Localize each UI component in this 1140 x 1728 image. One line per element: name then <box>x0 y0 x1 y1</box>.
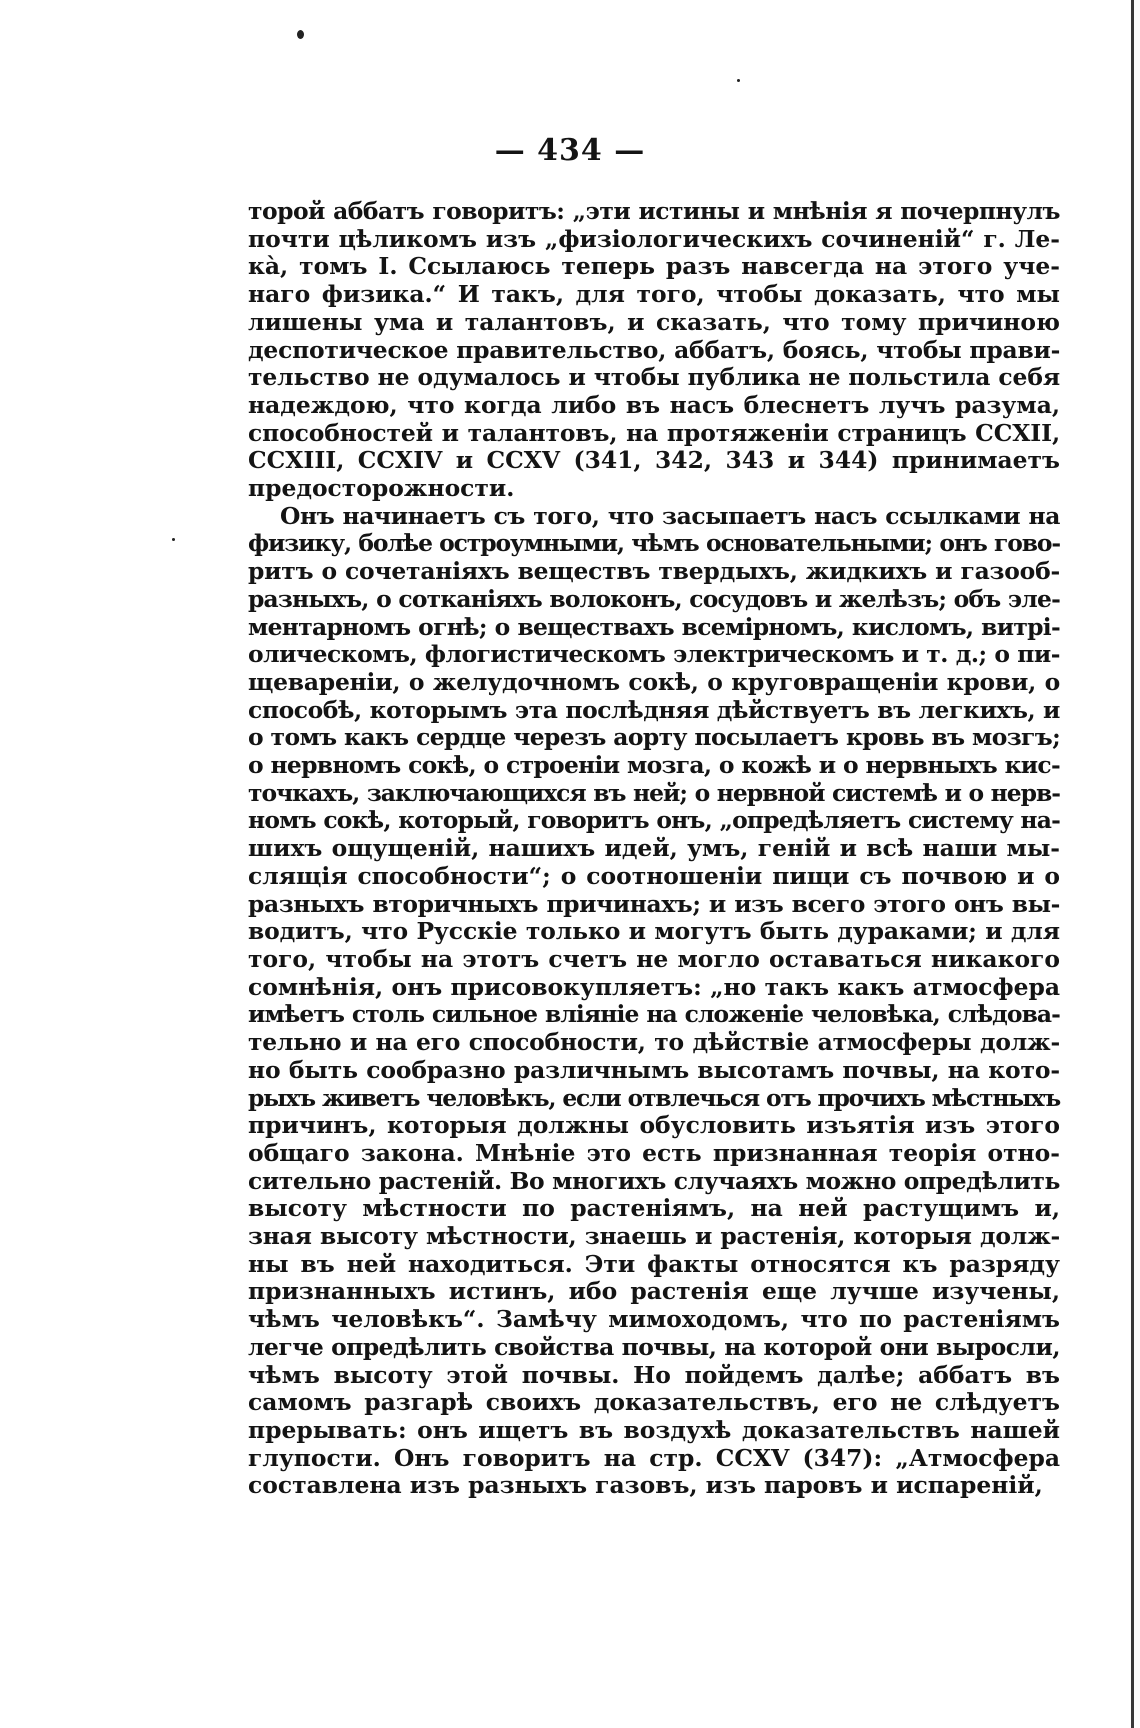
text-line: разныхъ вторичныхъ причинахъ; и изъ всего этого онъ вы- <box>248 889 1060 918</box>
text-line: глупости. Онъ говоритъ на стр. CCXV (347): „Атмосфера <box>248 1443 1060 1472</box>
text-line: физику, болѣе остроумными, чѣмъ основательными; онъ гово- <box>248 529 1060 558</box>
text-line: наго физика.“ И такъ, для того, чтобы доказать, что мы <box>248 280 1060 309</box>
ink-speck <box>737 79 740 82</box>
text-line: ны въ ней находиться. Эти факты относятся къ разряду <box>248 1249 1060 1278</box>
text-line: о нервномъ сокѣ, о строеніи мозга, о кожѣ и о нервныхъ кис- <box>248 751 1060 780</box>
text-line: олическомъ, флогистическомъ электрическомъ и т. д.; о пи- <box>248 640 1060 669</box>
text-line: почти цѣликомъ изъ „физіологическихъ сочиненій“ г. Ле- <box>248 224 1060 253</box>
body-text <box>248 198 1060 1500</box>
text-line: о томъ какъ сердце черезъ аорту посылаетъ кровь въ мозгъ; <box>248 723 1061 752</box>
text-line: деспотическое правительство, аббатъ, боясь, чтобы прави- <box>248 335 1061 364</box>
text-line: высоту мѣстности по растеніямъ, на ней растущимъ и, <box>248 1194 1060 1223</box>
text-line: легче опредѣлить свойства почвы, на которой они выросли, <box>248 1332 1060 1361</box>
text-line: ка̀, томъ I. Ссылаюсь теперь разъ навсегда на этого уче- <box>248 252 1060 281</box>
text-line: Онъ начинаетъ съ того, что засыпаетъ насъ ссылками на <box>280 501 1060 530</box>
text-line: того, чтобы на этотъ счетъ не могло оставаться никакого <box>248 944 1060 973</box>
text-line: надеждою, что когда либо въ насъ блеснетъ лучъ разума, <box>248 390 1060 419</box>
text-line: признанныхъ истинъ, ибо растенія еще лучше изучены, <box>248 1277 1060 1306</box>
text-line: ритъ о сочетаніяхъ веществъ твердыхъ, жидкихъ и газооб- <box>248 557 1060 586</box>
text-line: слящія способности“; о соотношеніи пищи съ почвою и о <box>248 861 1060 890</box>
text-line: ментарномъ огнѣ; о веществахъ всемірномъ, кисломъ, витрі- <box>248 612 1060 641</box>
text-line: чѣмъ высоту этой почвы. Но пойдемъ далѣе; аббатъ въ <box>248 1360 1060 1389</box>
text-line: имѣетъ столь сильное вліяніе на сложеніе человѣка, слѣдова- <box>248 1000 1060 1029</box>
text-line: чѣмъ человѣкъ“. Замѣчу мимоходомъ, что по растеніямъ <box>248 1305 1060 1334</box>
text-line: CCXIII, CCXIV и CCXV (341, 342, 343 и 344) принимаетъ <box>248 446 1060 475</box>
text-line: рыхъ живетъ человѣкъ, если отвлечься отъ прочихъ мѣстныхъ <box>248 1083 1060 1112</box>
text-line: тельство не одумалось и чтобы публика не польстила себя <box>248 363 1060 392</box>
text-line: номъ сокѣ, который, говоритъ онъ, „опредѣляетъ систему на- <box>248 806 1060 835</box>
text-line: водитъ, что Русскіе только и могутъ быть дураками; и для <box>248 917 1060 946</box>
text-line: причинъ, которыя должны обусловить изъятія изъ этого <box>248 1111 1060 1140</box>
ink-speck <box>297 30 304 39</box>
text-line: предосторожности. <box>248 474 515 503</box>
page-number: — 434 — <box>494 133 646 168</box>
text-line: щевареніи, о желудочномъ сокѣ, о круговращеніи крови, о <box>248 667 1060 696</box>
scan-edge-line <box>1131 0 1134 1728</box>
text-line: зная высоту мѣстности, знаешь и растенія, которыя долж- <box>248 1222 1060 1251</box>
text-line: сомнѣнія, онъ присовокупляетъ: „но такъ какъ атмосфера <box>248 972 1060 1001</box>
text-line: самомъ разгарѣ своихъ доказательствъ, его не слѣдуетъ <box>248 1388 1060 1417</box>
paragraph <box>248 198 1060 503</box>
text-line: способѣ, которымъ эта послѣдняя дѣйствуетъ въ легкихъ, и <box>248 695 1060 724</box>
text-line: шихъ ощущеній, нашихъ идей, умъ, геній и всѣ наши мы- <box>248 834 1060 863</box>
ink-speck <box>172 538 175 541</box>
text-line: торой аббатъ говоритъ: „эти истины и мнѣнія я почерпнулъ <box>248 197 1060 225</box>
paragraph <box>248 503 1060 1500</box>
text-line: точкахъ, заключающихся въ ней; о нервной системѣ и о нерв- <box>248 778 1060 807</box>
text-line: составлена изъ разныхъ газовъ, изъ паровъ и испареній, <box>248 1471 1043 1500</box>
text-line: сительно растеній. Во многихъ случаяхъ можно опредѣлить <box>248 1166 1060 1195</box>
text-line: тельно и на его способности, то дѣйствіе атмосферы долж- <box>248 1028 1060 1057</box>
text-line: общаго закона. Мнѣніе это есть признанная теорія отно- <box>248 1138 1060 1167</box>
text-line: лишены ума и талантовъ, и сказать, что тому причиною <box>248 307 1060 336</box>
text-line: но быть сообразно различнымъ высотамъ почвы, на кото- <box>248 1055 1060 1084</box>
text-line: прерывать: онъ ищетъ въ воздухѣ доказательствъ нашей <box>248 1415 1060 1444</box>
text-line: разныхъ, о сотканіяхъ волоконъ, сосудовъ и желѣзъ; объ эле- <box>248 584 1060 613</box>
text-line: способностей и талантовъ, на протяженіи страницъ CCXII, <box>248 418 1060 447</box>
